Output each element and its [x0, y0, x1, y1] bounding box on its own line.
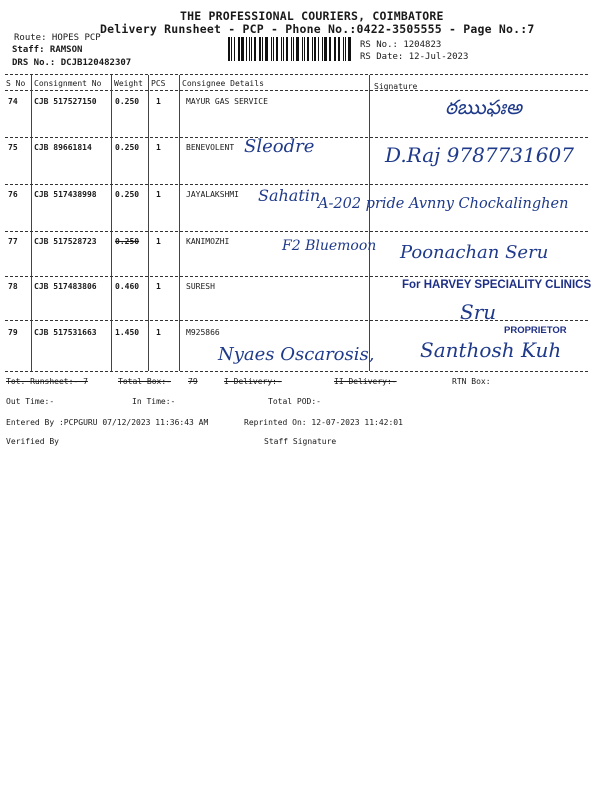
table-header-rule: [5, 90, 588, 91]
reprinted-on: Reprinted On: 12-07-2023 11:42:01: [244, 418, 403, 427]
row-consignee: SURESH: [186, 282, 215, 291]
barcode-bar: [307, 37, 309, 61]
barcode: [228, 37, 354, 61]
row-signature: Sru: [460, 300, 497, 324]
row-rule: [5, 320, 588, 321]
row-weight: 0.250: [115, 237, 140, 246]
barcode-bar: [334, 37, 335, 61]
row-sno: 75: [8, 143, 18, 152]
barcode-bar: [262, 37, 263, 61]
barcode-bar: [271, 37, 272, 61]
tot-runsheet: Tot. Runsheet:- 7: [6, 377, 88, 386]
in-time: In Time:-: [132, 397, 176, 406]
barcode-bar: [322, 37, 323, 61]
barcode-bar: [296, 37, 299, 61]
ii-delivery: II Delivery:-: [334, 377, 397, 386]
verified-by: Verified By: [6, 437, 59, 446]
row-consignment: CJB 517483806: [34, 282, 97, 291]
row-consignee-handwriting: Nyaes Oscarosis,: [218, 344, 375, 365]
row-sno: 77: [8, 237, 18, 246]
barcode-bar: [259, 37, 261, 61]
entered-by: Entered By :PCPGURU 07/12/2023 11:36:43 AM: [6, 418, 209, 427]
row-rule: [5, 231, 588, 232]
rtn-box: RTN Box:: [452, 377, 491, 386]
row-sno: 74: [8, 97, 18, 106]
barcode-bar: [345, 37, 346, 61]
row-sno: 76: [8, 190, 18, 199]
barcode-bar: [249, 37, 250, 61]
row-consignee: MAYUR GAS SERVICE: [186, 97, 268, 106]
total-pod: Total POD:-: [268, 397, 321, 406]
col-pcs: PCS: [151, 79, 166, 88]
barcode-bar: [314, 37, 316, 61]
row-weight: 0.460: [115, 282, 140, 291]
row-rule: [5, 184, 588, 185]
row-weight: 1.450: [115, 328, 140, 337]
barcode-bar: [302, 37, 303, 61]
row-consignee-handwriting: Sleodre: [244, 136, 315, 157]
barcode-bar: [234, 37, 235, 61]
i-delivery: I Delivery:-: [224, 377, 282, 386]
row-consignment: CJB 517531663: [34, 328, 97, 337]
barcode-bar: [338, 37, 340, 61]
barcode-bar: [291, 37, 293, 61]
clinic-stamp: For HARVEY SPECIALITY CLINICS: [402, 279, 592, 291]
out-time: Out Time:-: [6, 397, 55, 406]
row-weight: 0.250: [115, 190, 140, 199]
row-pcs: 1: [156, 282, 161, 291]
col-sno: S No: [6, 79, 26, 88]
row-sno: 79: [8, 328, 18, 337]
barcode-bar: [286, 37, 288, 61]
row-weight: 0.250: [115, 143, 140, 152]
row-consignment: CJB 89661814: [34, 143, 92, 152]
barcode-bar: [254, 37, 256, 61]
runsheet-subtitle: Delivery Runsheet - PCP - Phone No.:0422-3505555 - Page No.:7: [100, 22, 535, 36]
total-box-value: 79: [188, 377, 198, 386]
proprietor-stamp: PROPRIETOR: [504, 325, 567, 336]
row-signature: Poonachan Seru: [400, 242, 549, 263]
barcode-bar: [265, 37, 268, 61]
barcode-bar: [273, 37, 274, 61]
row-weight: 0.250: [115, 97, 140, 106]
row-sno: 78: [8, 282, 18, 291]
staff-signature: Staff Signature: [264, 437, 337, 446]
row-consignee: M925866: [186, 328, 220, 337]
company-title: THE PROFESSIONAL COURIERS, COIMBATORE: [180, 9, 444, 23]
row-signature: Santhosh Kuh: [420, 338, 562, 362]
barcode-bar: [276, 37, 278, 61]
barcode-bar: [304, 37, 305, 61]
barcode-bar: [312, 37, 313, 61]
barcode-bar: [283, 37, 284, 61]
total-box-label: Total Box:-: [118, 377, 171, 386]
barcode-bar: [335, 37, 336, 61]
barcode-bar: [231, 37, 232, 61]
barcode-bar: [281, 37, 282, 61]
route-label: Route: HOPES PCP: [14, 33, 101, 43]
barcode-bar: [324, 37, 327, 61]
col-divider: [148, 75, 149, 371]
row-consignment: CJB 517527150: [34, 97, 97, 106]
row-consignee-handwriting: Sahatin: [258, 186, 321, 205]
row-consignment: CJB 517528723: [34, 237, 97, 246]
barcode-bar: [228, 37, 230, 61]
col-consignee: Consignee Details: [182, 79, 264, 88]
row-consignee-handwriting: F2 Bluemoon: [282, 238, 377, 254]
row-pcs: 1: [156, 237, 161, 246]
table-top-rule: [5, 74, 588, 75]
barcode-bar: [318, 37, 319, 61]
row-pcs: 1: [156, 143, 161, 152]
barcode-bar: [246, 37, 247, 61]
barcode-bar: [293, 37, 294, 61]
row-consignee: BENEVOLENT: [186, 143, 235, 152]
row-pcs: 1: [156, 190, 161, 199]
barcode-bar: [348, 37, 351, 61]
row-consignee: JAYALAKSHMI: [186, 190, 239, 199]
col-consignment: Consignment No: [34, 79, 102, 88]
row-consignee: KANIMOZHI: [186, 237, 230, 246]
barcode-bar: [329, 37, 331, 61]
barcode-bar: [241, 37, 244, 61]
row-rule: [5, 276, 588, 277]
rs-number: RS No.: 1204823: [360, 40, 442, 50]
barcode-bar: [251, 37, 252, 61]
barcode-bar: [238, 37, 240, 61]
col-signature: Signature: [374, 82, 418, 91]
col-divider: [179, 75, 180, 371]
col-weight: Weight: [114, 79, 143, 88]
row-signature: D.Raj 9787731607: [385, 143, 574, 167]
drs-number: DRS No.: DCJB120482307: [12, 58, 132, 68]
row-signature: A-202 pride Avnny Chockalinghen: [318, 196, 569, 212]
row-pcs: 1: [156, 328, 161, 337]
col-divider: [369, 75, 370, 371]
barcode-bar: [343, 37, 344, 61]
rs-date: RS Date: 12-Jul-2023: [360, 52, 469, 62]
row-signature: ఠఋఫఃఅ: [445, 95, 522, 119]
row-consignment: CJB 517438998: [34, 190, 97, 199]
col-divider: [111, 75, 112, 371]
staff-label: Staff: RAMSON: [12, 45, 83, 55]
row-pcs: 1: [156, 97, 161, 106]
col-divider: [31, 75, 32, 371]
table-bottom-rule: [5, 371, 588, 372]
